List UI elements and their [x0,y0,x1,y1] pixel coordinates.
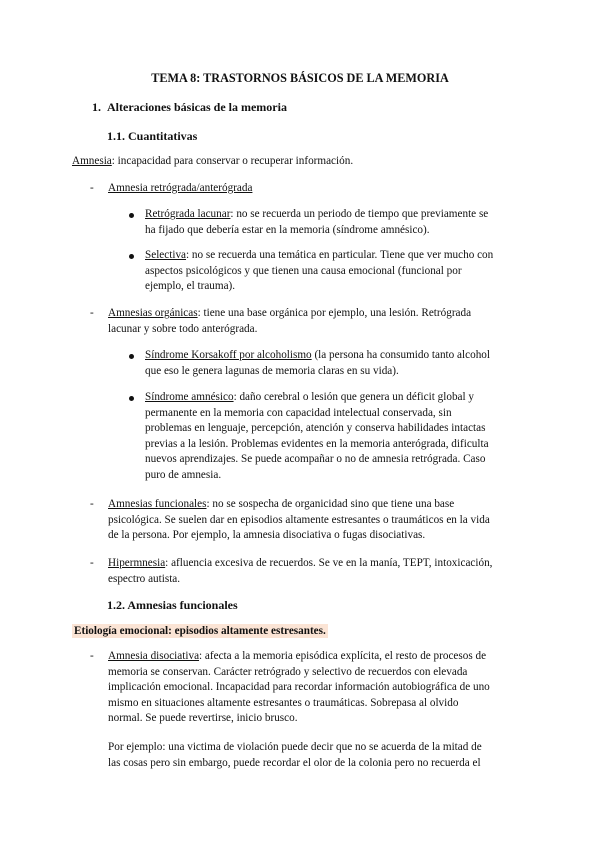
dash-bullet: - [90,650,94,662]
dash-bullet: - [90,182,94,194]
disociativa-term: Amnesia disociativa [108,650,200,662]
disociativa-item [108,649,528,727]
dash-bullet: - [90,307,94,319]
hipermnesia-item [108,556,528,587]
hipermnesia-line2: espectro autista. [108,572,181,585]
etiologia-highlight [72,624,328,640]
selectiva-term: Selectiva [145,249,187,261]
disociativa-line3: implicación emocional. Incapacidad para recordar información autobiográfica de uno [108,681,490,693]
dash-bullet: - [90,557,94,569]
korsakoff-line1: (la persona ha consumido tanto alcohol [311,349,490,361]
hipermnesia-line1: : afluencia excesiva de recuerdos. Se ve en la manía, TEPT, intoxicación, [165,557,493,569]
retro-antero-term: Amnesia retrógrada/anterógrada [108,182,253,194]
funcionales-term: Amnesias funcionales [108,498,207,510]
korsakoff-line2: que eso le genera lagunas de memoria claras en su vida). [145,364,399,377]
amnesico-item [145,390,528,483]
amnesia-term: Amnesia [72,155,112,167]
organicas-term: Amnesias orgánicas [108,307,198,319]
disociativa-line2: memoria se conservan. Carácter retrógrado y selectivo de recuerdos con elevada [108,665,468,678]
disociativa-line5: normal. Se puede revertirse, inicio brusco. [108,712,298,724]
organicas-line1: : tiene una base orgánica por ejemplo, una lesión. Retrógrada [197,307,472,319]
section-1-number: 1. [92,100,101,114]
retro-antero-item [108,181,528,197]
amnesico-term: Síndrome amnésico [145,391,234,403]
bullet-dot-icon [129,254,134,259]
disociativa-line1: : afecta a la memoria episódica explícita, el resto de procesos de [199,650,487,662]
bullet-dot-icon [129,213,134,218]
selectiva-line2: aspectos psicológicos y que tienen una causa emocional (funcional por [145,264,462,277]
amnesico-line4: previas a la lesión. Problemas evidentes en la memoria anterógrada, dificulta [145,437,489,450]
lacunar-line1: : no se recuerda un periodo de tiempo que previamente se [230,208,489,220]
amnesia-definition [72,154,528,170]
section-1-1-heading: 1.1. Cuantitativas [107,129,198,143]
ejemplo-line1: Por ejemplo: una victima de violación puede decir que no se acuerda de la mitad de [108,741,482,753]
bullet-dot-icon [129,354,134,359]
section-1-2-heading: 1.2. Amnesias funcionales [107,598,238,612]
lacunar-line2: ha fijado que debería estar en la memoria (síndrome amnésico). [145,223,430,236]
bullet-dot-icon [129,396,134,401]
amnesico-line6: puro de amnesia. [145,468,222,481]
funcionales-line1: : no se sospecha de organicidad sino que tiene una base [206,498,455,510]
funcionales-item [108,497,528,544]
amnesico-line3: problemas en lenguaje, percepción, atención y conserva habilidades intactas [145,422,486,434]
organicas-item [108,306,528,337]
amnesico-line1: : daño cerebral o lesión que genera un déficit global y [233,391,475,403]
funcionales-line2: psicológica. Se suelen dar en episodios altamente estresantes o traumáticos en la vida [108,513,490,526]
dash-bullet: - [90,498,94,510]
selectiva-line3: ejemplo, el trauma). [145,280,236,292]
amnesico-line2: permanente en la memoria con capacidad intelectual conservada, sin [145,406,452,419]
amnesia-text: : incapacidad para conservar o recuperar información. [111,155,354,167]
amnesico-line5: nuevos aprendizajes. Se puede acompañar o no de amnesia retrógrada. Caso [145,453,486,465]
funcionales-line3: de la persona. Por ejemplo, la amnesia disociativa o fugas disociativas. [108,529,426,541]
organicas-line2: lacunar y sobre todo anterógrada. [108,322,258,335]
ejemplo-line2: las cosas pero sin embargo, puede recordar el olor de la colonia pero no recuerda el [108,756,481,769]
hipermnesia-term: Hipermnesia [108,557,166,569]
lacunar-term: Retrógrada lacunar [145,208,231,220]
korsakoff-item [145,348,528,379]
lacunar-item [145,207,528,238]
etiologia-text: Etiología emocional: episodios altamente estresantes. [74,625,326,637]
selectiva-line1: : no se recuerda una temática en particular. Tiene que ver mucho con [186,249,494,261]
selectiva-item [145,248,528,295]
section-1-heading: Alteraciones básicas de la memoria [107,100,287,114]
korsakoff-term: Síndrome Korsakoff por alcoholismo [145,349,312,361]
page-title: TEMA 8: TRASTORNOS BÁSICOS DE LA MEMORIA [151,71,449,85]
ejemplo-paragraph [108,740,528,771]
disociativa-line4: mismo en situaciones altamente estresantes o traumáticas. Sobrepasa al olvido [108,696,459,709]
